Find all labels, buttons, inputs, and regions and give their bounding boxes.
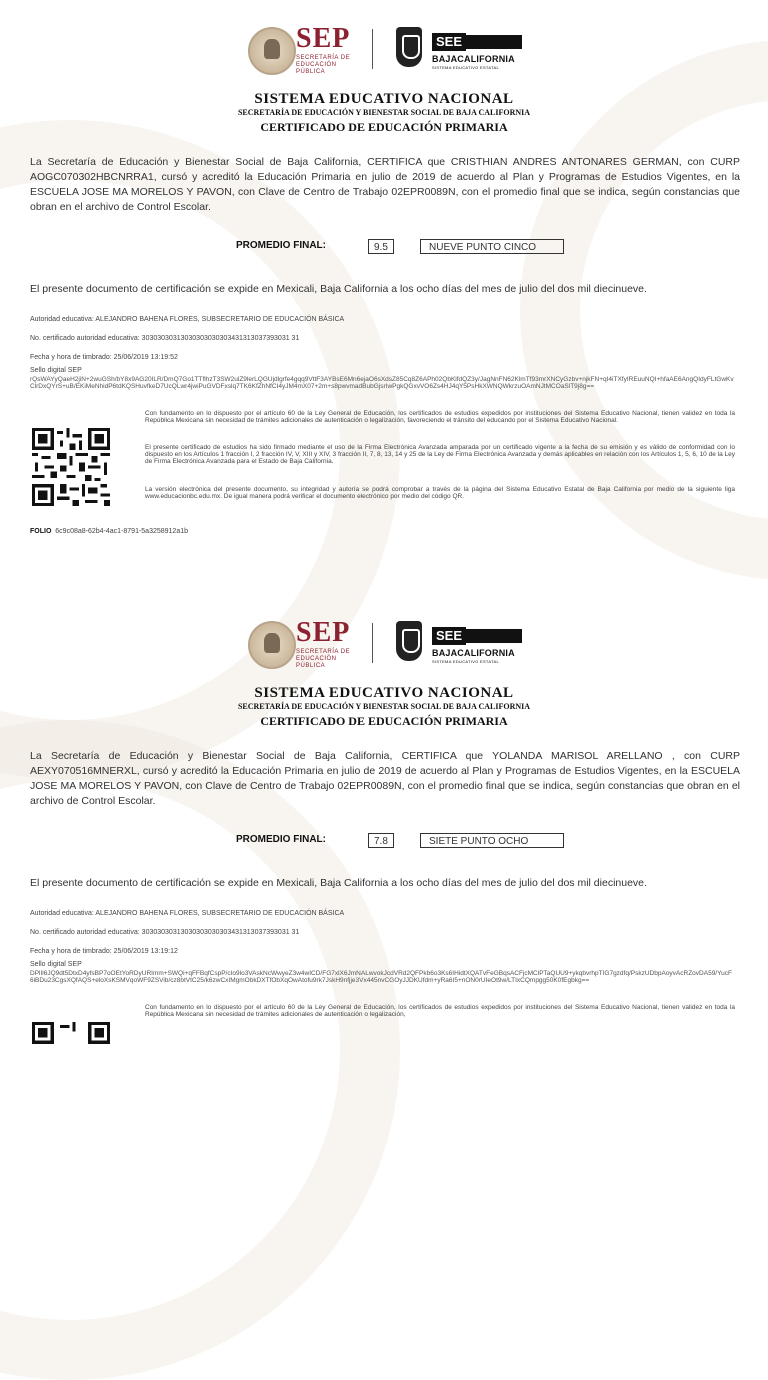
certification-text: La Secretaría de Educación y Bienestar Social de Baja California, CERTIFICA que CRISTHIAN ANDRES ANTONARES GERMAN, con CURP AOGC070302HBCNRRA1, cursó y acreditó la Educación Primaria en julio de 2019 de acuerdo al Plan y Programas de Estudios Vigentes, en la ESCUELA JOSE MA MORELOS Y PAVON, con Clave de Centro de Trabajo 02EPR0089N, con el promedio final que se indica, según constancias que obran en el archivo de Control Escolar. [30, 156, 740, 213]
sep-eagle-seal-icon [248, 621, 296, 669]
see-logo-state: BAJACALIFORNIA [432, 648, 515, 658]
legal-paragraph-1: Con fundamento en lo dispuesto por el artículo 60 de la Ley General de Educación, los certificados de estudios expedidos por instituciones del Sistema Educativo Nacional, tienen validez en toda la República Mexicana sin necesidad de trámites adicionales de autenticación o legalización, [145, 1004, 735, 1018]
legal-paragraph-1: Con fundamento en lo dispuesto por el artículo 60 de la Ley General de Educación, los certificados de estudios expedidos por instituciones del Sistema Educativo Nacional, tienen validez en toda la República Mexicana sin necesidad de trámites adicionales de autenticación o legalización, favoreciendo el tránsito del educando por el Sistema Educativo Nacional. [145, 410, 735, 424]
folio-line [30, 528, 188, 535]
sep-logo: SEP [296, 23, 351, 54]
see-logo-bar [466, 629, 522, 643]
promedio-label: PROMEDIO FINAL: [236, 834, 326, 845]
qr-code-icon [32, 1022, 110, 1100]
certificate-2 [0, 594, 768, 1024]
certificate-number-line: No. certificado autoridad educativa: 30303030313030303030303431313037393031 31 [30, 929, 300, 936]
divider [372, 29, 373, 69]
see-logo-subtitle: SISTEMA EDUCATIVO ESTATAL [432, 65, 499, 70]
sep-eagle-seal-icon [248, 27, 296, 75]
secretariat-subtitle: SECRETARÍA DE EDUCACIÓN Y BIENESTAR SOCIAL DE BAJA CALIFORNIA [237, 702, 531, 711]
see-logo: SEE [432, 33, 466, 51]
qr-code-icon [32, 428, 110, 506]
digital-seal-label: Sello digital SEP [30, 961, 82, 968]
promedio-words: SIETE PUNTO OCHO [420, 833, 564, 848]
issue-statement: El presente documento de certificación se expide en Mexicali, Baja California a los ocho días del mes de julio del dos mil diecinueve. [30, 877, 647, 889]
secretariat-subtitle: SECRETARÍA DE EDUCACIÓN Y BIENESTAR SOCIAL DE BAJA CALIFORNIA [237, 108, 531, 117]
sep-logo: SEP [296, 617, 351, 648]
authority-line: Autoridad educativa: ALEJANDRO BAHENA FLORES, SUBSECRETARIO DE EDUCACIÓN BÁSICA [30, 910, 345, 917]
header-logos [248, 617, 528, 673]
system-title: SISTEMA EDUCATIVO NACIONAL [254, 685, 514, 701]
sep-logo-subtitle: SECRETARÍA DE EDUCACIÓN PÚBLICA [296, 55, 351, 75]
legal-paragraph-2: El presente certificado de estudios ha sido firmado mediante el uso de la Firma Electrónica Avanzada amparada por un certificado vigente a la fecha de su emisión y es válido de conformidad con lo dispuesto en los Artículos 1 fracción I, 2 fracción IV, V, XIII y XIV, 3 fracción II, 7, 8, 13, 14 y 25 de la Ley de Firma Electrónica Avanzada y demás aplicables en relación con los Artículos 1, 5, 6, 10 de la Ley de Firma Electrónica Avanzada para el Estado de Baja California. [145, 444, 735, 465]
folio-label: FOLIO [30, 528, 52, 535]
certificate-title: CERTIFICADO DE EDUCACIÓN PRIMARIA [260, 120, 508, 134]
digital-seal-label: Sello digital SEP [30, 367, 82, 374]
certificate-title: CERTIFICADO DE EDUCACIÓN PRIMARIA [260, 714, 508, 728]
see-logo-subtitle: SISTEMA EDUCATIVO ESTATAL [432, 659, 499, 664]
folio-value: 6c9c08a8-62b4-4ac1-8791-5a3258912a1b [55, 528, 189, 535]
sep-logo-subtitle: SECRETARÍA DE EDUCACIÓN PÚBLICA [296, 649, 351, 669]
timestamp-line: Fecha y hora de timbrado: 25/06/2019 13:19:12 [30, 948, 178, 955]
digital-seal-text: DPlIl6JQ9dt5DtxD4yfsBP7oOEtYoRDyURImm+SWQi+qFFBqfCspP/cIo9lo3VAskNcWwyeZ3w4wICD/FG7xlX6JmNALwvokJcdVRd2QFPkb6o3Ks6IHidtXQATvFeGBqsACFjcMClPTaQUU9+ykqbvrhpTIG7gzdfq/PskzUDbpAoyvAcRZovDA59/YucF6iBDu23CgsXQfAQS+eloXsKSMVqoWF9ZSVib/cz8btVtC25/k6zwCxIMgmObkDXTfObXqOwAtofu9rk7JskH9nfjje3Vx445nvCGOyJJDKUfdm+yRa6I5+nON0rUIeOt9w/LTIxCQmpgg50K0fEgbkg== [30, 970, 732, 984]
digital-seal-text: rQsWAYyQaeH2jiN+2wuGSh/bY8x9AG20ILR/DmQ7Go1TTflhzT3SW2ulZ9lerLQGUjdlgrfe4gqq9VttF3AYBsE6Mn6ejaO6sXdsZ85Cq8Z6APh02QbKlfdQZ3y/JagNnFN62KlmTf93mrXNCyGzbv+njkFN+qI4iTXfyIREuuNQI+hfaAE6AngQIdyFLtGwKvClrDxQYrS+uB/EKiMeNhidP6tdKQSHuvfkeD7UcQLwr4jwiPuGVDFxslq7TK6KfZhNfCI4yJM4mX07+2m+s8pwvmadBubGjsrIwPgkQGxvVO6Zs4HJ4qY5PsHkXWNQWkrzuOAmNJtMCOaSlT9j8g== [30, 376, 734, 390]
baja-california-shield-icon [396, 621, 422, 661]
issue-statement: El presente documento de certificación se expide en Mexicali, Baja California a los ocho días del mes de julio del dos mil diecinueve. [30, 283, 647, 295]
promedio-number: 7.8 [368, 833, 394, 848]
certification-text: La Secretaría de Educación y Bienestar Social de Baja California, CERTIFICA que YOLANDA MARISOL ARELLANO , con CURP AEXY070516MNERXL, cursó y acreditó la Educación Primaria en julio de 2019 de acuerdo al Plan y Programas de Estudios Vigentes, en la ESCUELA JOSE MA MORELOS Y PAVON, con Clave de Centro de Trabajo 02EPR0089N, con el promedio final que se indica, según constancias que obran en el archivo de Control Escolar. [30, 750, 740, 807]
header-logos [248, 23, 528, 79]
promedio-words: NUEVE PUNTO CINCO [420, 239, 564, 254]
certificate-1 [0, 0, 768, 560]
divider [372, 623, 373, 663]
authority-line: Autoridad educativa: ALEJANDRO BAHENA FLORES, SUBSECRETARIO DE EDUCACIÓN BÁSICA [30, 316, 345, 323]
timestamp-line: Fecha y hora de timbrado: 25/06/2019 13:19:52 [30, 354, 178, 361]
system-title: SISTEMA EDUCATIVO NACIONAL [254, 91, 514, 107]
promedio-label: PROMEDIO FINAL: [236, 240, 326, 251]
promedio-number: 9.5 [368, 239, 394, 254]
see-logo-bar [466, 35, 522, 49]
certificate-number-line: No. certificado autoridad educativa: 30303030313030303030303431313037393031 31 [30, 335, 300, 342]
legal-paragraph-3: La versión electrónica del presente documento, su integridad y autoría se podrá comprobar a través de la página del Sistema Educativo Estatal de Baja California por medio de la siguiente liga www.educacionbc.edu.mx. De igual manera podrá verificar el documento electrónico por medio del código QR. [145, 486, 735, 500]
baja-california-shield-icon [396, 27, 422, 67]
see-logo: SEE [432, 627, 466, 645]
see-logo-state: BAJACALIFORNIA [432, 54, 515, 64]
